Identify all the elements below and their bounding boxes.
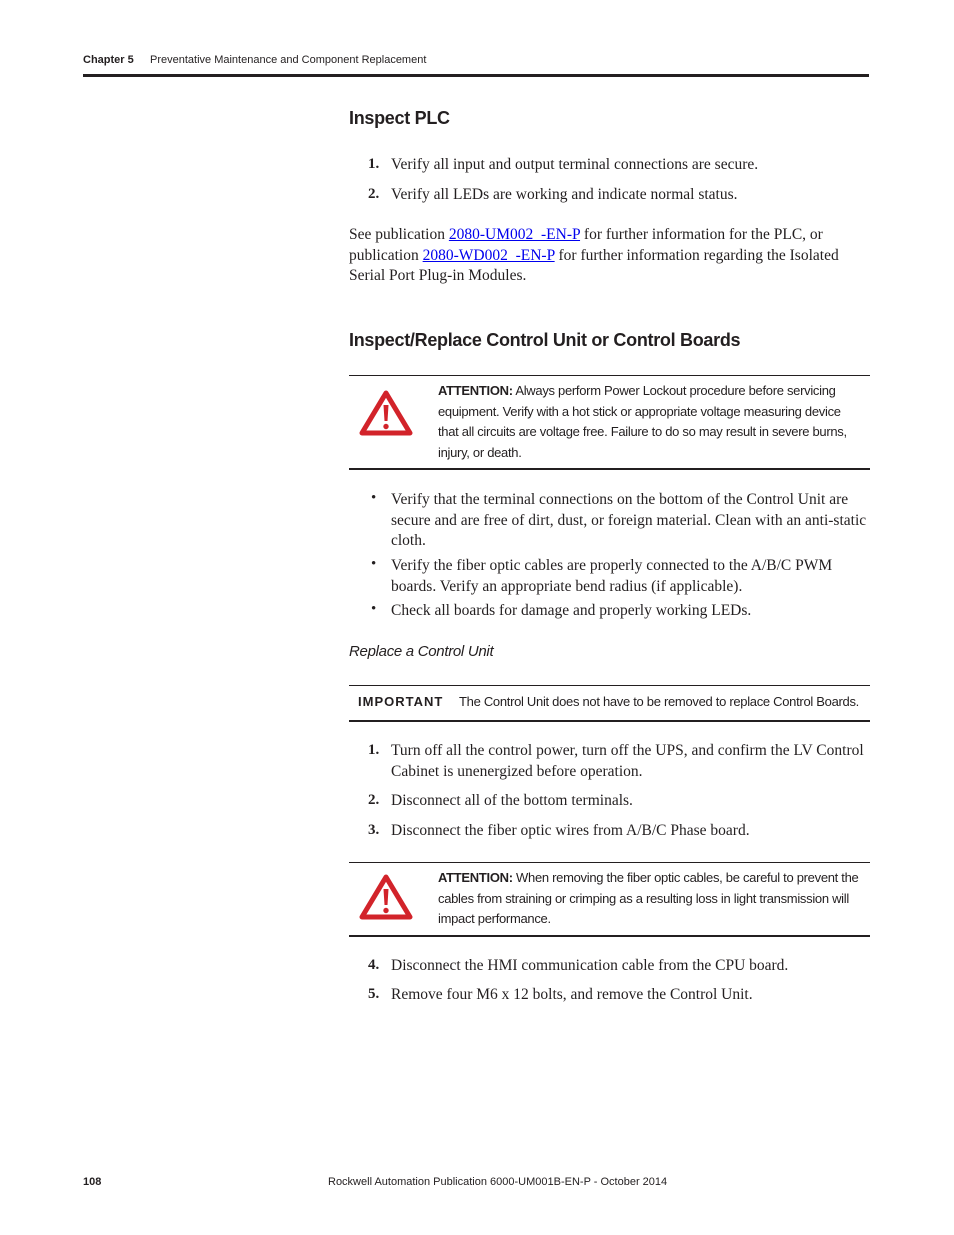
attention-box <box>349 375 870 470</box>
warning-triangle-icon <box>358 873 414 921</box>
subheading-replace-control-unit: Replace a Control Unit <box>349 643 494 660</box>
page-header <box>83 52 869 77</box>
bullet-text: Verify that the terminal connections on the bottom of the Control Unit are secure and are free of dirt, dust, or foreign material. Clean with an anti-static cloth. <box>391 491 867 549</box>
page-number: 108 <box>83 1176 102 1188</box>
chapter-title: Preventative Maintenance and Component Replacement <box>150 54 427 66</box>
step-number: 2. <box>368 792 380 808</box>
step-text: Turn off all the control power, turn off the UPS, and confirm the LV Control Cabinet is unenergized before operation. <box>391 742 864 780</box>
section-heading-inspect-replace: Inspect/Replace Control Unit or Control Boards <box>349 330 741 350</box>
step-number: 2. <box>368 186 380 202</box>
warning-triangle-icon <box>358 389 414 437</box>
attention-text: ATTENTION: When removing the fiber optic cables, be careful to prevent the cables from straining or crimping as a resulting loss in light transmission will impact performance. <box>438 870 859 926</box>
attention-box <box>349 862 870 937</box>
bullet-text: Check all boards for damage and properly working LEDs. <box>391 602 752 619</box>
link-2080-wd002[interactable]: 2080-WD002_-EN-P <box>422 246 555 264</box>
step-text: Disconnect all of the bottom terminals. <box>391 792 633 809</box>
chapter-label: Chapter 5 <box>83 54 134 66</box>
step-number: 5. <box>368 986 380 1002</box>
link-2080-um002[interactable]: 2080-UM002_-EN-P <box>448 226 581 243</box>
section-heading-inspect-plc: Inspect PLC <box>349 108 450 128</box>
publication-reference-paragraph: See publication 2080-UM002_-EN-P for further information for the PLC, or publication 2080-WD002_-EN-P for further information regarding the Isolated Serial Port Plug-in Modules. <box>349 226 839 284</box>
step-number: 1. <box>368 742 380 758</box>
step-number: 4. <box>368 957 380 973</box>
important-text: The Control Unit does not have to be removed to replace Control Boards. <box>459 694 859 709</box>
publication-footer: Rockwell Automation Publication 6000-UM001B-EN-P - October 2014 <box>328 1176 668 1188</box>
step-text: Verify all LEDs are working and indicate normal status. <box>391 186 738 203</box>
bullet-marker: • <box>371 556 377 572</box>
step-text: Disconnect the HMI communication cable from the CPU board. <box>391 957 789 974</box>
step-text: Disconnect the fiber optic wires from A/B/C Phase board. <box>391 822 750 839</box>
important-label: IMPORTANT <box>358 694 444 709</box>
step-number: 1. <box>368 156 380 172</box>
important-box <box>349 685 870 722</box>
step-text: Verify all input and output terminal connections are secure. <box>391 156 759 173</box>
bullet-marker: • <box>371 601 377 617</box>
step-number: 3. <box>368 822 380 838</box>
bullet-marker: • <box>371 490 377 506</box>
attention-text: ATTENTION: Always perform Power Lockout procedure before servicing equipment. Verify with a hot stick or appropriate voltage measuring device that all circuits are voltage free. Failure to do so may result in severe burns, injury, or death. <box>438 383 847 460</box>
step-text: Remove four M6 x 12 bolts, and remove the Control Unit. <box>391 986 753 1003</box>
bullet-text: Verify the fiber optic cables are properly connected to the A/B/C PWM boards. Verify an appropriate bend radius (if applicable). <box>391 557 833 595</box>
